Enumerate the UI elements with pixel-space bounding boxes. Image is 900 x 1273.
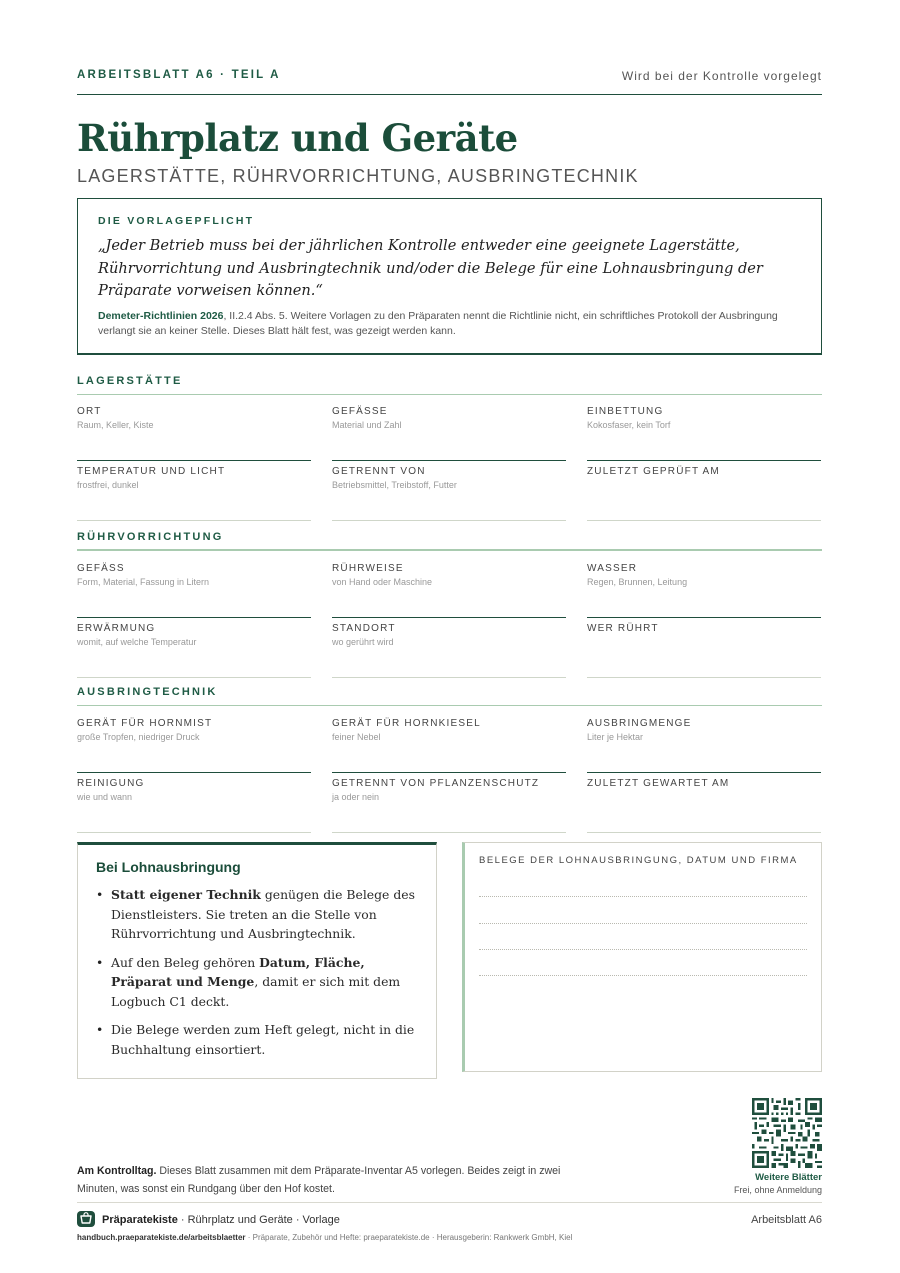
list-item-text: genügen die Belege des Dienstleisters. Sie treten an die Stelle von Rührvorrichtung und Ausbringtechnik. (111, 887, 415, 941)
footer-brand (102, 1214, 340, 1226)
field-hint: feiner Nebel (332, 732, 381, 742)
list-item-text: Die Belege werden zum Heft gelegt, nicht in die Buchhaltung einsortiert. (111, 1022, 415, 1057)
page-title: Rührplatz und Geräte (77, 116, 518, 160)
belege-line (479, 949, 807, 950)
field-erwaermung[interactable] (77, 623, 311, 678)
field-line (587, 617, 821, 618)
page-subtitle: LAGERSTÄTTE, RÜHRVORRICHTUNG, AUSBRINGTECHNIK (77, 166, 639, 186)
field-line (332, 832, 566, 833)
section-ruehrvorrichtung-heading: RÜHRVORRICHTUNG (77, 531, 822, 551)
header-note: Wird bei der Kontrolle vorgelegt (621, 69, 822, 83)
field-label: ORT (77, 406, 102, 417)
quote-text: „Jeder Betrieb muss bei der jährlichen Kontrolle entweder eine geeignete Lagerstätte, Rührvorrichtung und Ausbringtechnik und/oder die Belege für eine Lohnausbringung der Präparate vorweisen können.“ (98, 237, 763, 299)
field-geraet-hornmist[interactable] (77, 718, 311, 773)
field-ausbringmenge[interactable] (587, 718, 821, 773)
field-label: ERWÄRMUNG (77, 623, 156, 634)
list-item-bold: Statt eigener Technik (111, 887, 261, 902)
field-standort[interactable] (332, 623, 566, 678)
field-hint: Regen, Brunnen, Leitung (587, 577, 688, 587)
list-item-text: , damit er sich mit dem Logbuch C1 deckt. (111, 974, 401, 1009)
field-hint: wie und wann (77, 792, 133, 802)
field-label: RÜHRWEISE (332, 563, 404, 574)
field-getrennt-pflanzenschutz[interactable] (332, 778, 566, 833)
field-label: GEFÄSSE (332, 406, 388, 417)
lohnausbringung-list (96, 885, 418, 1059)
field-hint: von Hand oder Maschine (332, 577, 433, 587)
field-reinigung[interactable] (77, 778, 311, 833)
field-hint: wo gerührt wird (332, 637, 394, 647)
field-label: WER RÜHRT (587, 623, 659, 634)
lohnausbringung-title: Bei Lohnausbringung (96, 859, 241, 875)
list-item (96, 885, 418, 944)
field-line (587, 832, 821, 833)
footer-divider (77, 1202, 822, 1203)
field-line (77, 832, 311, 833)
field-label: GERÄT FÜR HORNKIESEL (332, 718, 481, 729)
footer-imprint-text: · Präparate, Zubehör und Hefte: praeparatekiste.de · Herausgeberin: Rankwerk GmbH, Kiel (245, 1233, 573, 1242)
field-label: ZULETZT GEWARTET AM (587, 778, 730, 789)
field-ruehrweise[interactable] (332, 563, 566, 618)
field-zuletzt-gewartet[interactable] (587, 778, 821, 833)
field-gefaesse[interactable] (332, 406, 566, 461)
field-ort[interactable] (77, 406, 311, 461)
list-item (96, 1020, 418, 1059)
section-ausbringtechnik-heading: AUSBRINGTECHNIK (77, 686, 822, 706)
field-label: GERÄT FÜR HORNMIST (77, 718, 213, 729)
field-wasser[interactable] (587, 563, 821, 618)
belege-label: BELEGE DER LOHNAUSBRINGUNG, DATUM UND FIRMA (479, 855, 798, 866)
field-label: WASSER (587, 563, 638, 574)
belege-line (479, 975, 807, 976)
section-lagerstaette-heading: LAGERSTÄTTE (77, 375, 822, 395)
field-line (77, 677, 311, 678)
field-line (332, 617, 566, 618)
field-label: EINBETTUNG (587, 406, 664, 417)
field-line (77, 772, 311, 773)
field-line (587, 772, 821, 773)
sheet-label: ARBEITSBLATT A6 · TEIL A (77, 69, 281, 81)
field-line (587, 677, 821, 678)
field-getrennt-von[interactable] (332, 466, 566, 521)
quote-source-title: Demeter-Richtlinien 2026 (98, 309, 224, 322)
footer-url-link[interactable]: handbuch.praeparatekiste.de/arbeitsblaetter (77, 1233, 246, 1242)
qr-subcaption: Frei, ohne Anmeldung (733, 1185, 822, 1195)
field-line (332, 772, 566, 773)
field-label: GEFÄSS (77, 563, 125, 574)
field-hint: Liter je Hektar (587, 732, 644, 742)
field-geraet-hornkiesel[interactable] (332, 718, 566, 773)
field-hint: womit, auf welche Temperatur (77, 637, 197, 647)
field-label: REINIGUNG (77, 778, 145, 789)
list-item (96, 953, 418, 1012)
field-label: ZULETZT GEPRÜFT AM (587, 466, 720, 477)
field-temperatur-licht[interactable] (77, 466, 311, 521)
field-line (332, 460, 566, 461)
kontrolltag-note (77, 1162, 587, 1198)
field-line (587, 460, 821, 461)
field-zuletzt-geprueft[interactable] (587, 466, 821, 521)
kontrolltag-title: Am Kontrolltag. (77, 1165, 157, 1177)
footer-brand-name: Präparatekiste (102, 1214, 178, 1226)
field-hint: Raum, Keller, Kiste (77, 420, 154, 430)
field-hint: Material und Zahl (332, 420, 402, 430)
field-line (332, 677, 566, 678)
field-hint: ja oder nein (332, 792, 380, 802)
praeparatekiste-logo-icon (77, 1211, 95, 1227)
field-line (77, 617, 311, 618)
field-wer-ruehrt[interactable] (587, 623, 821, 678)
field-label: STANDORT (332, 623, 396, 634)
field-einbettung[interactable] (587, 406, 821, 461)
qr-code-icon[interactable] (752, 1098, 822, 1168)
field-hint: frostfrei, dunkel (77, 480, 139, 490)
field-hint: große Tropfen, niedriger Druck (77, 732, 200, 742)
list-item-pre: Auf den Beleg gehören (111, 954, 260, 970)
field-label: GETRENNT VON (332, 466, 426, 477)
field-line (332, 520, 566, 521)
quote-box-label: DIE VORLAGEPFLICHT (98, 215, 255, 227)
field-line (587, 520, 821, 521)
field-hint: Betriebsmittel, Treibstoff, Futter (332, 480, 457, 490)
field-line (77, 520, 311, 521)
quote-box (77, 198, 822, 355)
field-label: GETRENNT VON PFLANZENSCHUTZ (332, 778, 540, 789)
belege-line (479, 896, 807, 897)
footer-sheet-id: Arbeitsblatt A6 (751, 1214, 822, 1226)
field-label: AUSBRINGMENGE (587, 718, 692, 729)
belege-box[interactable] (462, 842, 822, 1072)
footer-imprint (77, 1233, 572, 1242)
field-line (77, 460, 311, 461)
field-hint: Kokosfaser, kein Torf (587, 420, 671, 430)
list-item-bold: Datum, Fläche, Präparat und Menge (111, 954, 365, 989)
belege-line (479, 923, 807, 924)
field-hint: Form, Material, Fassung in Litern (77, 577, 210, 587)
field-label: TEMPERATUR UND LICHT (77, 466, 226, 477)
qr-caption: Weitere Blätter (755, 1172, 822, 1183)
kontrolltag-text: Dieses Blatt zusammen mit dem Präparate-Inventar A5 vorlegen. Beides zeigt in zwei Minuten, was sonst ein Rundgang über den Hof kostet. (77, 1165, 561, 1195)
header-bar (77, 69, 822, 95)
quote-source (98, 309, 801, 339)
lohnausbringung-box (77, 842, 437, 1079)
footer-brand-rest: · Rührplatz und Geräte · Vorlage (177, 1214, 340, 1226)
quote-source-text: , II.2.4 Abs. 5. Weitere Vorlagen zu den Präparaten nennt die Richtlinie nicht, ein schriftliches Protokoll der Ausbringung verlangt sie an keiner Stelle. Dieses Blatt hält fest, was gezeigt werden kann. (98, 309, 778, 337)
field-gefaess[interactable] (77, 563, 311, 618)
